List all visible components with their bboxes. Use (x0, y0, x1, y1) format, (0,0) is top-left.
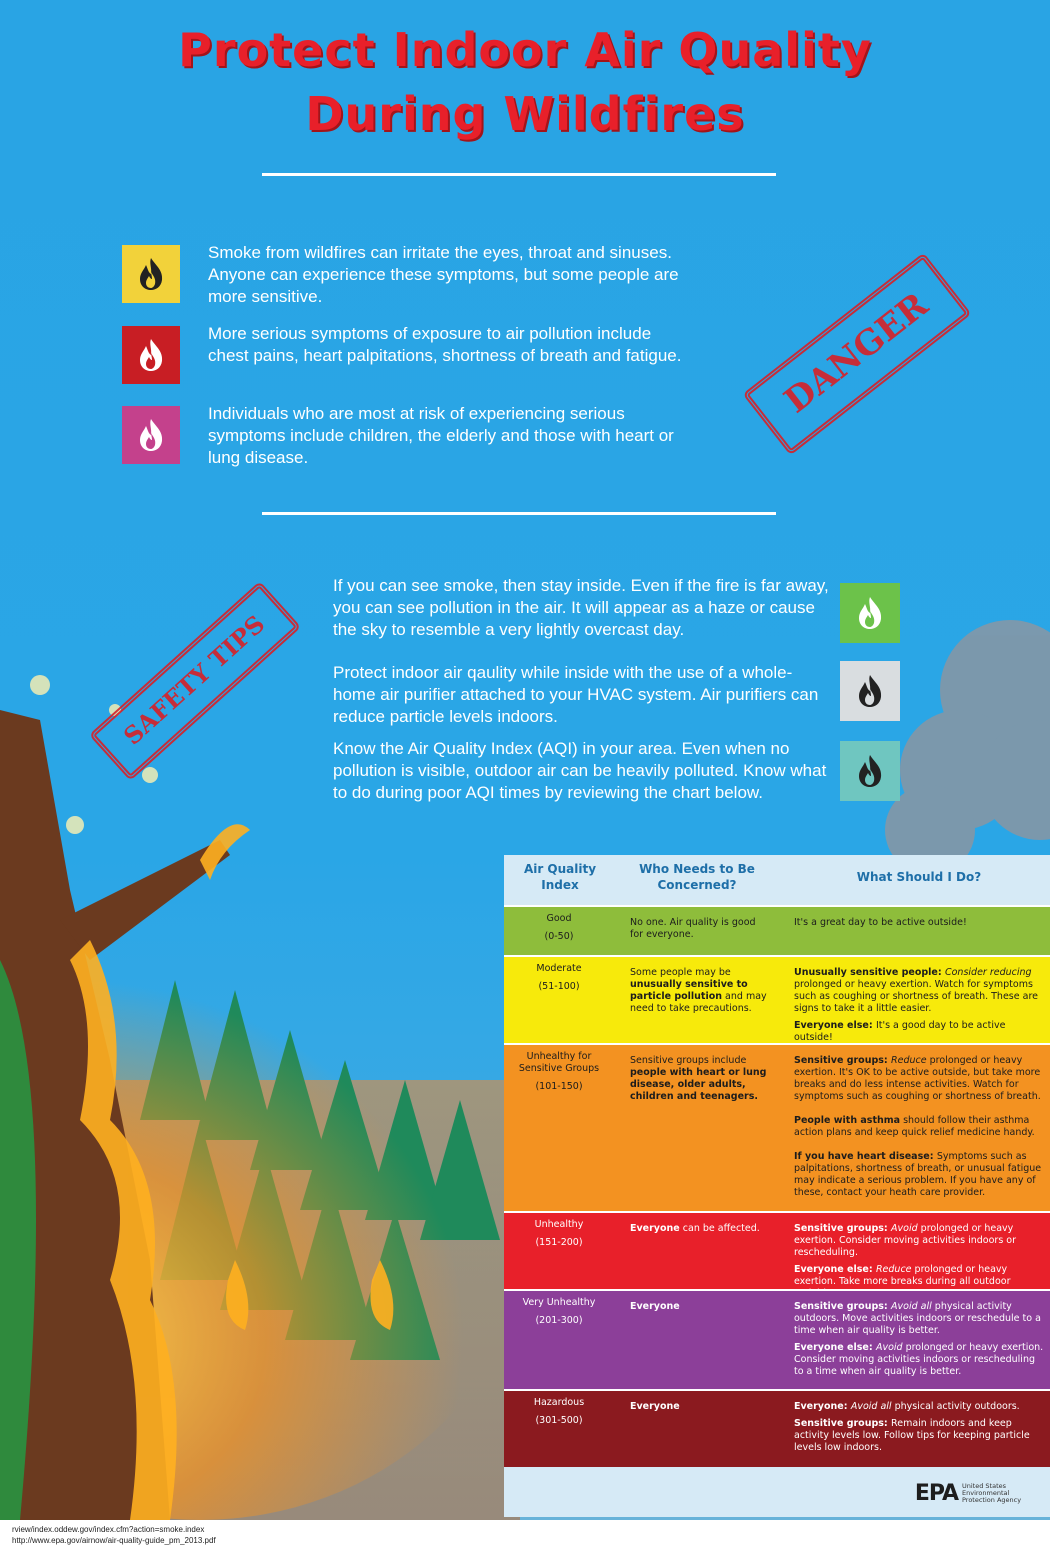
danger-stamp: DANGER (742, 252, 971, 455)
aqi-advice-group: Everyone: (794, 1401, 851, 1412)
aqi-advice-emphasis: Reduce (891, 1055, 927, 1066)
tip-text: Protect indoor air qaulity while inside with the use of a whole-home air purifier attached to your HVAC system. Air purifiers can reduce particle levels indoors. (333, 663, 819, 726)
aqi-table-footer (504, 1467, 1050, 1517)
aqi-table (504, 855, 1050, 1517)
aqi-level-range: (101-150) (535, 1081, 583, 1092)
aqi-advice (794, 1055, 1044, 1103)
aqi-advice-emphasis: Avoid (891, 1223, 918, 1234)
header-air-quality-index: Air Quality Index (523, 862, 597, 892)
source-line-2: http://www.epa.gov/airnow/air-quality-guide_pm_2013.pdf (12, 1536, 216, 1545)
aqi-what (794, 1301, 1044, 1383)
aqi-what (794, 1401, 1044, 1459)
aqi-advice-text: physical activity outdoors. (891, 1401, 1020, 1412)
aqi-row (504, 905, 1050, 955)
smoke-cloud (885, 620, 1050, 875)
aqi-advice-emphasis: Avoid all (891, 1301, 932, 1312)
symptom-text: Smoke from wildfires can irritate the eyes, throat and sinuses. Anyone can experience these symptoms, but some people are more sensitive. (208, 243, 679, 306)
symptom-text: More serious symptoms of exposure to air pollution include chest pains, heart palpitations, shortness of breath and fatigue. (208, 324, 682, 365)
aqi-advice-text: prolonged or heavy exertion. Take more breaks during all outdoor (794, 1264, 1011, 1287)
aqi-what (794, 917, 1044, 934)
symptom-text: Individuals who are most at risk of experiencing serious symptoms include children, the elderly and those with heart or lung disease. (208, 404, 674, 467)
aqi-advice-text: prolonged or heavy exertion. Consider moving activities indoors or rescheduling. (794, 1223, 1017, 1258)
source-line-1: rview/index.oddew.gov/index.cfm?action=smoke.index (12, 1525, 205, 1534)
tip-text: Know the Air Quality Index (AQI) in your area. Even when no pollution is visible, outdoor air can be heavily polluted. Know what to do during poor AQI times by reviewing the chart below. (333, 739, 827, 802)
aqi-table-header (504, 855, 1050, 905)
aqi-advice (794, 967, 1044, 1015)
aqi-advice-group: Sensitive groups: (794, 1055, 892, 1066)
aqi-level-range: (301-500) (535, 1415, 583, 1426)
aqi-level-range: (51-100) (538, 981, 580, 992)
title-line-1: Protect Indoor Air Quality (178, 23, 872, 77)
aqi-row (504, 1289, 1050, 1389)
aqi-advice-text: prolonged or heavy exertion. Consider moving activities indoors or rescheduling to a time when air quality is better. (794, 1342, 1044, 1377)
header-what-to-do: What Should I Do? (856, 870, 982, 884)
sources (0, 1520, 1050, 1550)
aqi-level (514, 1397, 604, 1429)
aqi-advice (794, 1115, 1044, 1139)
aqi-who-text: Some people may be (630, 967, 731, 978)
aqi-level-range: (0-50) (544, 931, 574, 942)
aqi-advice-text: It's a great day to be active outside! (794, 917, 967, 928)
aqi-who-bold: people with heart or lung disease, older adults, children and teenagers. (630, 1067, 767, 1102)
tip-text: If you can see smoke, then stay inside. Even if the fire is far away, you can see pollution in the air. It will appear as a haze or cause the sky to resemble a very lightly overcast day. (333, 576, 829, 639)
aqi-level (514, 913, 604, 945)
aqi-advice (794, 1301, 1044, 1337)
aqi-advice (794, 1401, 1044, 1413)
aqi-advice-text: Remain indoors and keep activity levels low. Follow tips for keeping particle levels low indoors. (794, 1418, 1030, 1453)
aqi-level-range: (201-300) (535, 1315, 583, 1326)
aqi-who-bold: Everyone (630, 1401, 680, 1412)
aqi-advice-group: Everyone else: (794, 1020, 876, 1031)
fire-icon (840, 741, 900, 801)
aqi-who-text: can be affected. (679, 1223, 760, 1234)
aqi-who-bold: Everyone (630, 1301, 680, 1312)
aqi-advice-text: physical activity outdoors. Move activities indoors or reschedule to a time when air quality is better. (794, 1301, 1041, 1336)
aqi-row (504, 955, 1050, 1043)
divider-top (262, 173, 776, 176)
aqi-level-name: Unhealthy (534, 1219, 584, 1230)
aqi-level (514, 1219, 604, 1251)
aqi-advice-group: Sensitive groups: (794, 1301, 892, 1312)
aqi-level-range: (151-200) (535, 1237, 583, 1248)
aqi-row (504, 1389, 1050, 1467)
aqi-advice-group: People with asthma (794, 1115, 901, 1126)
aqi-advice (794, 1223, 1044, 1259)
aqi-what (794, 1055, 1044, 1204)
aqi-advice-group: Sensitive groups: (794, 1418, 892, 1429)
aqi-advice (794, 917, 1044, 929)
aqi-level (514, 963, 604, 995)
aqi-advice-text: prolonged or heavy exertion. Watch for symptoms such as coughing or shortness of breath. These are signs to take it a little easier. (794, 979, 1038, 1014)
aqi-advice (794, 1151, 1044, 1199)
epa-logo (915, 1481, 1042, 1506)
aqi-advice-emphasis: Reduce (875, 1264, 912, 1275)
aqi-level-name: Unhealthy for Sensitive Groups (518, 1051, 600, 1074)
aqi-who (630, 1223, 770, 1235)
aqi-what (794, 967, 1044, 1049)
aqi-row (504, 1211, 1050, 1289)
safety-tips-stamp: SAFETY TIPS (89, 581, 301, 781)
aqi-advice-text: should follow their asthma action plans and keep quick relief medicine handy. (794, 1115, 1035, 1138)
fire-icon (122, 326, 180, 384)
aqi-advice (794, 1342, 1044, 1378)
aqi-row (504, 1043, 1050, 1211)
aqi-advice-text: prolonged or heavy exertion. It's OK to be active outside, but take more breaks and do less intense activities. Watch for symptoms such as coughing or shortness of breath. (794, 1055, 1041, 1102)
aqi-advice-emphasis: Consider reducing (944, 967, 1032, 978)
aqi-who (630, 1301, 770, 1313)
header-who-concerned: Who Needs to Be Concerned? (639, 862, 755, 892)
aqi-level-name: Very Unhealthy (522, 1297, 596, 1308)
epa-mark: EPA (914, 1481, 958, 1506)
aqi-who-bold: unusually sensitive to particle pollution (630, 979, 748, 1002)
aqi-advice-group: Sensitive groups: (794, 1223, 892, 1234)
aqi-advice-text: Symptoms such as palpitations, shortness of breath, or unusual fatigue may indicate a serious problem. If you have any of these, contact your heath care provider. (794, 1151, 1042, 1198)
aqi-who (630, 1055, 770, 1103)
aqi-advice-group: Everyone else: (794, 1342, 876, 1353)
aqi-level (514, 1297, 604, 1329)
aqi-who (630, 967, 770, 1015)
fire-icon (122, 245, 180, 303)
epa-agency-name: United States Environmental Protection Agency (962, 1482, 1022, 1504)
aqi-level-name: Moderate (536, 963, 582, 974)
aqi-who-bold: Everyone (630, 1223, 680, 1234)
aqi-advice-group: If you have heart disease: (794, 1151, 937, 1162)
aqi-advice-text: It's a good day to be active outside! (794, 1020, 1006, 1043)
aqi-level-name: Hazardous (533, 1397, 585, 1408)
aqi-advice-group: Unusually sensitive people: (794, 967, 945, 978)
aqi-who-text: and may need to take precautions. (630, 991, 767, 1014)
aqi-advice-emphasis: Avoid (875, 1342, 903, 1353)
aqi-level (514, 1051, 604, 1095)
aqi-advice (794, 1418, 1044, 1454)
aqi-who-text: Sensitive groups include (630, 1055, 747, 1066)
aqi-level-name: Good (546, 913, 572, 924)
aqi-advice-emphasis: Avoid all (850, 1401, 892, 1412)
page-title (0, 18, 1050, 146)
aqi-who-text: No one. Air quality is good for everyone. (630, 917, 756, 940)
aqi-who (630, 917, 770, 941)
fire-icon (840, 661, 900, 721)
aqi-advice-group: Everyone else: (794, 1264, 876, 1275)
fire-icon (122, 406, 180, 464)
fire-icon (840, 583, 900, 643)
aqi-advice (794, 1020, 1044, 1044)
title-line-2: During Wildfires (305, 87, 745, 141)
divider-middle (262, 512, 776, 515)
aqi-who (630, 1401, 770, 1413)
